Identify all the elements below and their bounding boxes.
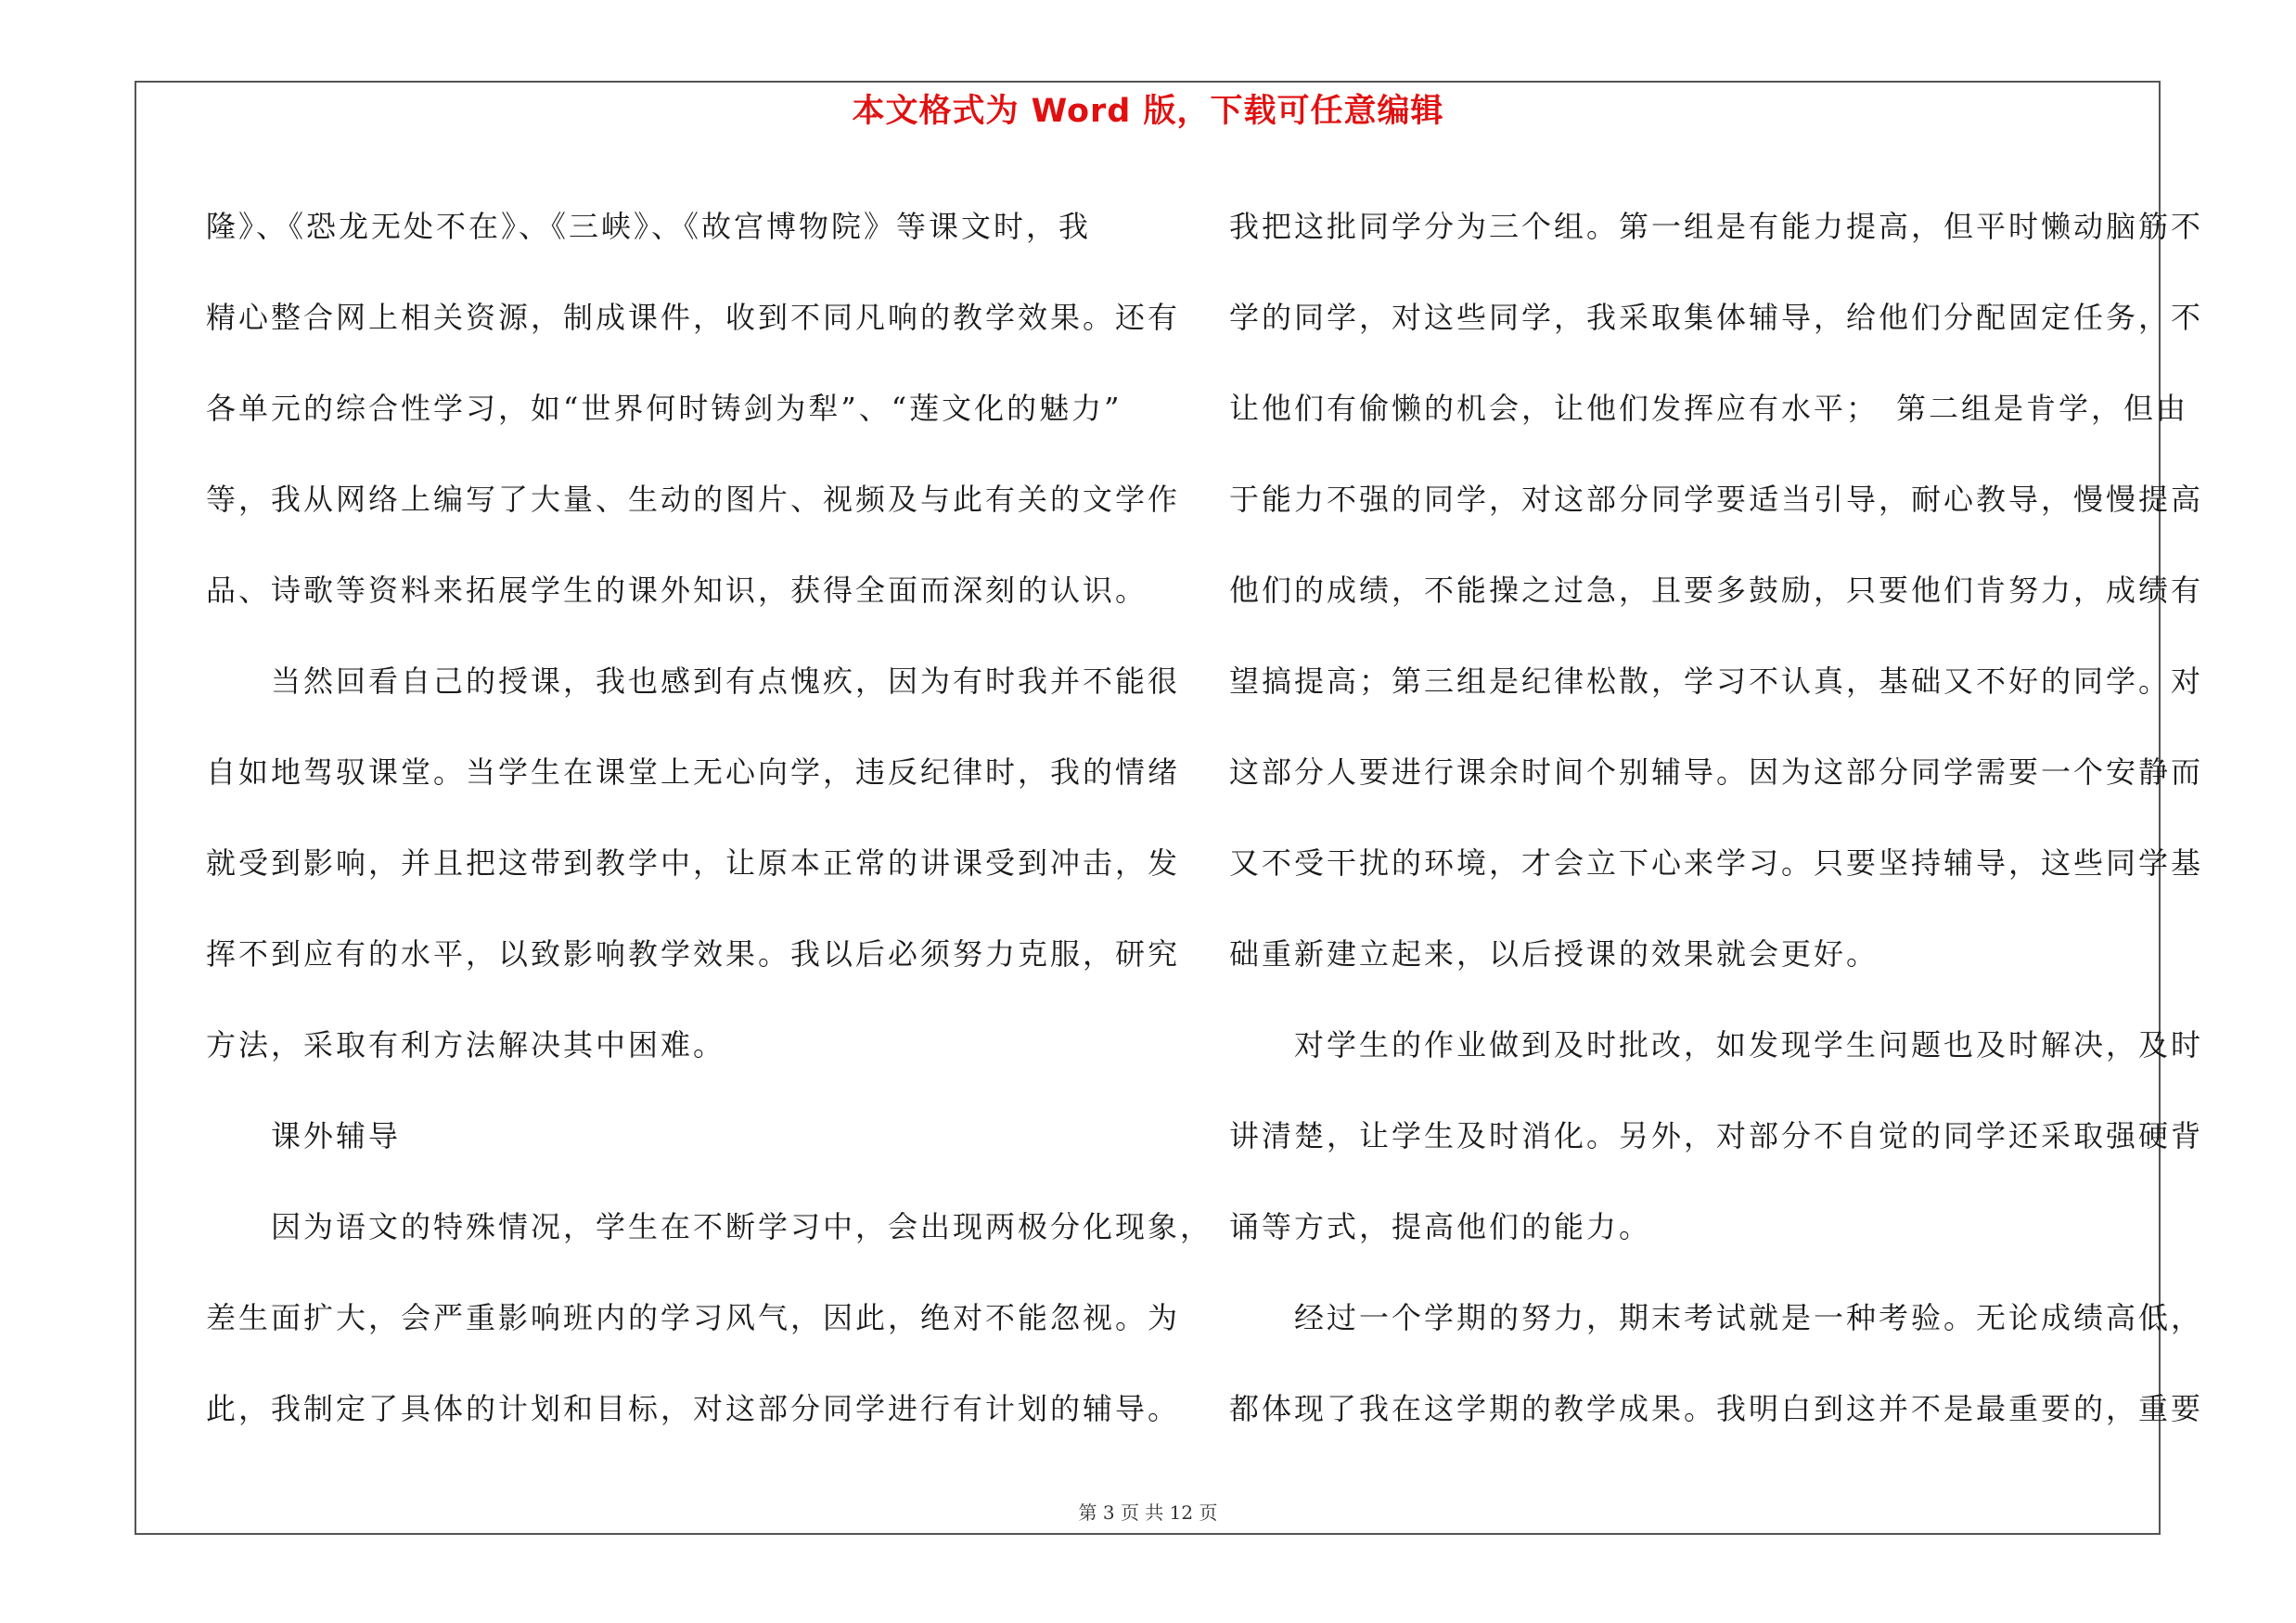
- text-line: 学的同学，对这些同学，我采取集体辅导，给他们分配固定任务，不: [1229, 300, 2204, 335]
- text-line: 又不受干扰的环境，才会立下心来学习。只要坚持辅导，这些同学基: [1229, 845, 2204, 881]
- text-line: 自如地驾驭课堂。当学生在课堂上无心向学，违反纪律时，我的情绪: [206, 754, 1181, 790]
- text-line: 等，我从网络上编写了大量、生动的图片、视频及与此有关的文学作: [206, 482, 1181, 517]
- text-line: 都体现了我在这学期的教学成果。我明白到这并不是最重要的，重要: [1229, 1391, 2204, 1426]
- left-text-column: [206, 181, 1213, 1454]
- text-line: 让他们有偷懒的机会，让他们发挥应有水平； 第二组是肯学，但由: [1229, 391, 2189, 426]
- right-text-column: [1229, 181, 2204, 1454]
- text-line: 对学生的作业做到及时批改，如发现学生问题也及时解决，及时: [1229, 1027, 2204, 1063]
- text-line: 因为语文的特殊情况，学生在不断学习中，会出现两极分化现象，: [206, 1209, 1213, 1244]
- text-line: 他们的成绩，不能操之过急，且要多鼓励，只要他们肯努力，成绩有: [1229, 573, 2204, 608]
- text-line: 我把这批同学分为三个组。第一组是有能力提高，但平时懒动脑筋不: [1229, 209, 2204, 244]
- text-line: 精心整合网上相关资源，制成课件，收到不同凡响的教学效果。还有: [206, 300, 1181, 335]
- text-line: 品、诗歌等资料来拓展学生的课外知识，获得全面而深刻的认识。: [206, 573, 1148, 608]
- text-line: 础重新建立起来，以后授课的效果就会更好。: [1229, 936, 1879, 972]
- section-heading: 课外辅导: [206, 1118, 402, 1153]
- text-line: 诵等方式，提高他们的能力。: [1229, 1209, 1652, 1244]
- text-line: 就受到影响，并且把这带到教学中，让原本正常的讲课受到冲击，发: [206, 845, 1181, 881]
- text-line: 隆》、《恐龙无处不在》、《三峡》、《故宫博物院》等课文时，我: [206, 209, 1092, 244]
- text-line: 此，我制定了具体的计划和目标，对这部分同学进行有计划的辅导。: [206, 1391, 1181, 1426]
- text-line: 望搞提高；第三组是纪律松散，学习不认真，基础又不好的同学。对: [1229, 663, 2204, 699]
- text-line: 方法，采取有利方法解决其中困难。: [206, 1027, 726, 1063]
- text-line: 于能力不强的同学，对这部分同学要适当引导，耐心教导，慢慢提高: [1229, 482, 2204, 517]
- text-line: 各单元的综合性学习，如“世界何时铸剑为犁”、“莲文化的魅力”: [206, 391, 1122, 426]
- page-number: 第 3 页 共 12 页: [1078, 1501, 1218, 1524]
- text-line: 挥不到应有的水平，以致影响教学效果。我以后必须努力克服，研究: [206, 936, 1181, 972]
- text-line: 这部分人要进行课余时间个别辅导。因为这部分同学需要一个安静而: [1229, 754, 2204, 790]
- text-line: 经过一个学期的努力，期末考试就是一种考验。无论成绩高低，: [1229, 1300, 2204, 1335]
- text-line: 差生面扩大，会严重影响班内的学习风气，因此，绝对不能忽视。为: [206, 1300, 1181, 1335]
- text-line: 当然回看自己的授课，我也感到有点愧疚，因为有时我并不能很: [206, 663, 1181, 699]
- text-line: 讲清楚，让学生及时消化。另外，对部分不自觉的同学还采取强硬背: [1229, 1118, 2204, 1153]
- format-banner: 本文格式为 Word 版，下载可任意编辑: [852, 93, 1444, 130]
